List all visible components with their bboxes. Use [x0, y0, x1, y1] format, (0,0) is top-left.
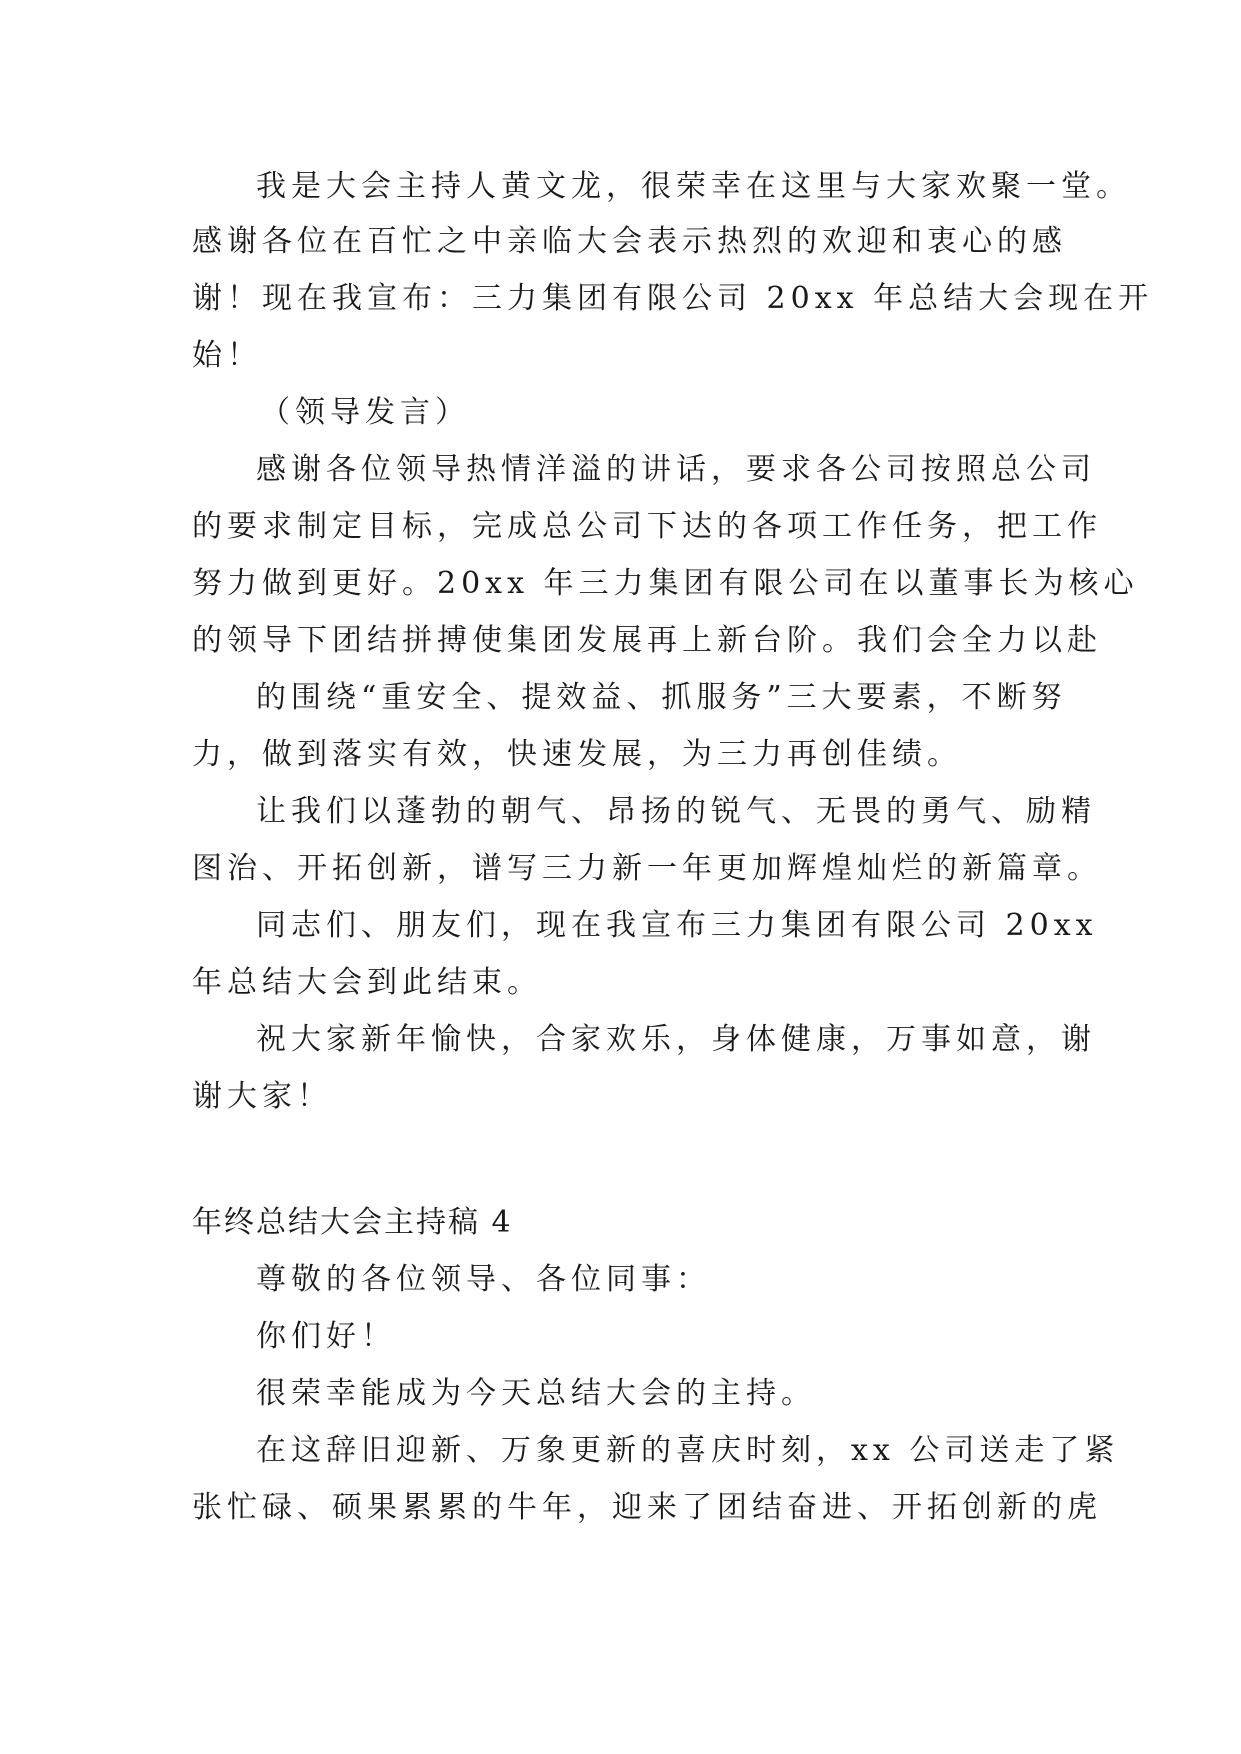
paragraph-line: 我是大会主持人黄文龙，很荣幸在这里与大家欢聚一堂。 — [256, 169, 1131, 204]
paragraph-line: 力，做到落实有效，快速发展，为三力再创佳绩。 — [192, 737, 962, 772]
paragraph-line: 让我们以蓬勃的朝气、昂扬的锐气、无畏的勇气、励精 — [256, 794, 1096, 829]
paragraph-line: 感谢各位领导热情洋溢的讲话，要求各公司按照总公司 — [256, 452, 1096, 487]
section-title: 年终总结大会主持稿 4 — [192, 1205, 513, 1240]
paragraph-line: 年总结大会到此结束。 — [192, 965, 542, 1000]
paragraph-line: 你们好！ — [256, 1319, 396, 1354]
paragraph-line: 很荣幸能成为今天总结大会的主持。 — [256, 1376, 816, 1411]
paragraph-line: 谢！现在我宣布：三力集团有限公司 20xx 年总结大会现在开 — [192, 281, 1154, 316]
paragraph-line: 图治、开拓创新，谱写三力新一年更加辉煌灿烂的新篇章。 — [192, 851, 1102, 886]
paragraph-line: 的围绕“重安全、提效益、抓服务”三大要素，不断努 — [256, 680, 1067, 715]
paragraph-line: 在这辞旧迎新、万象更新的喜庆时刻，xx 公司送走了紧 — [256, 1433, 1120, 1468]
paragraph-line: 感谢各位在百忙之中亲临大会表示热烈的欢迎和衷心的感 — [192, 224, 1067, 259]
paragraph-line: 的领导下团结拼搏使集团发展再上新台阶。我们会全力以赴 — [192, 623, 1102, 658]
paragraph-line: 始！ — [192, 338, 262, 373]
paragraph-line: 努力做到更好。20xx 年三力集团有限公司在以董事长为核心 — [192, 566, 1139, 601]
paragraph-line: 尊敬的各位领导、各位同事： — [256, 1262, 711, 1297]
paragraph-line: 谢大家！ — [192, 1079, 332, 1114]
paragraph-line: 祝大家新年愉快，合家欢乐，身体健康，万事如意，谢 — [256, 1022, 1096, 1057]
paragraph-line: 的要求制定目标，完成总公司下达的各项工作任务，把工作 — [192, 509, 1102, 544]
paragraph-line: 张忙碌、硕果累累的牛年，迎来了团结奋进、开拓创新的虎 — [192, 1490, 1102, 1525]
paragraph-line: 同志们、朋友们，现在我宣布三力集团有限公司 20xx — [256, 908, 1098, 943]
paragraph-line: （领导发言） — [260, 395, 470, 430]
